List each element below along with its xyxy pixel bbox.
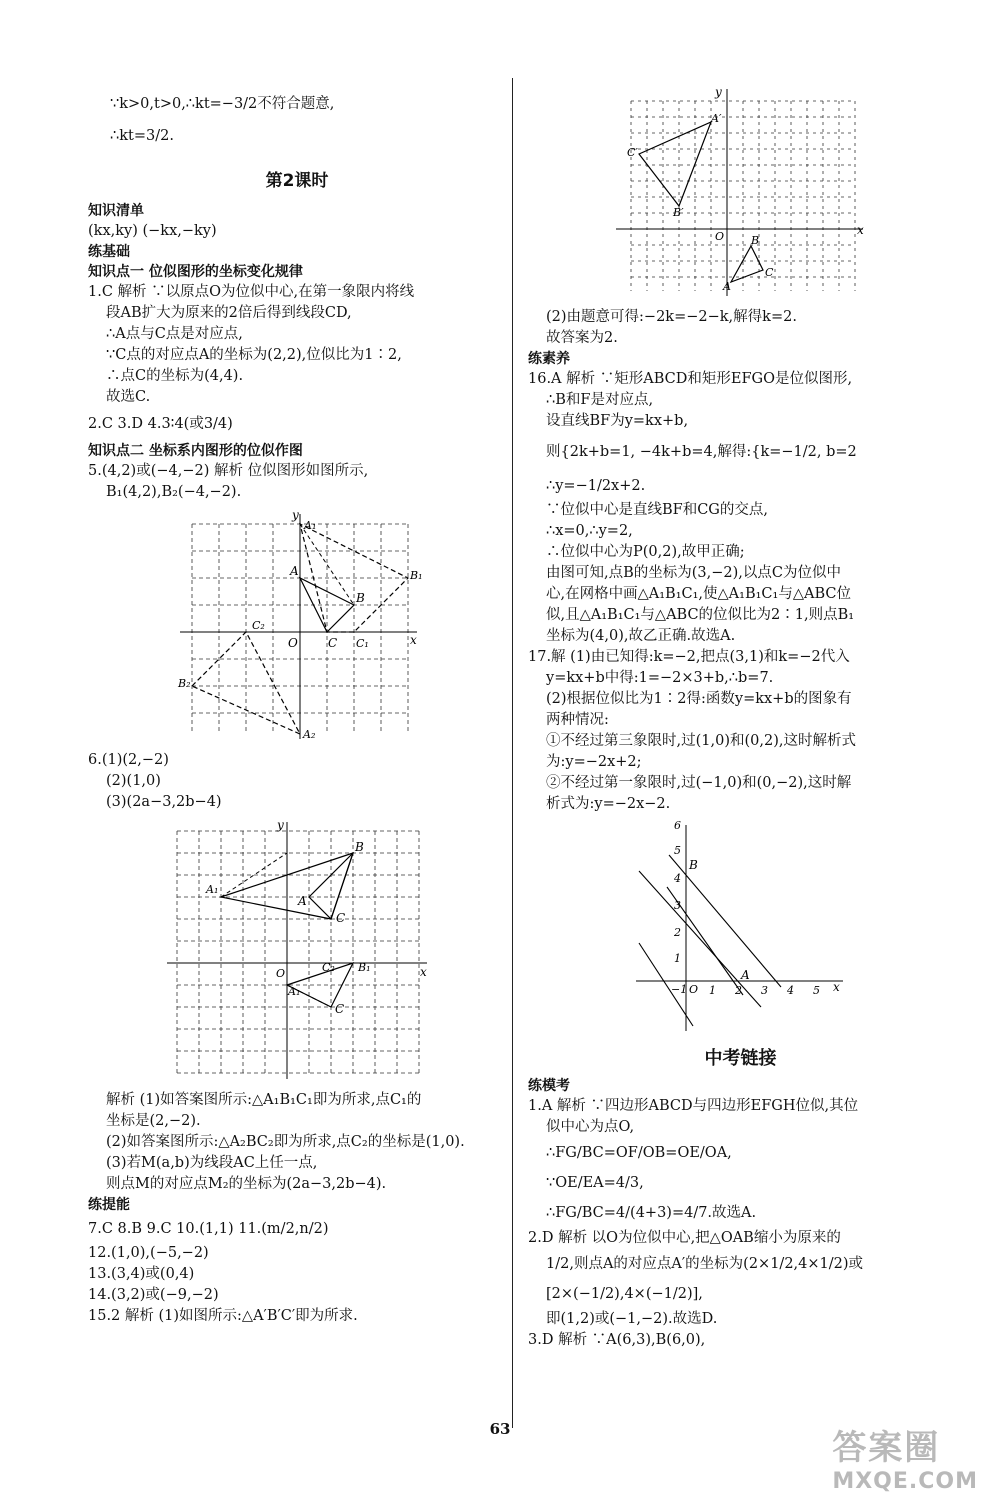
lesson-title: 第2课时	[265, 171, 329, 191]
svg-text:C: C	[336, 911, 346, 925]
q17-line: ①不经过第三象限时,过(1,0)和(0,2),这时解析式	[546, 733, 856, 749]
m2-line: 2.D 解析 以O为位似中心,把△OAB缩小为原来的	[528, 1230, 841, 1246]
m1-line: 1.A 解析 ∵四边形ABCD与四边形EFGH位似,其位	[528, 1098, 859, 1114]
m1-line: ∴FG/BC=4/(4+3)=4/7.故选A.	[546, 1205, 757, 1221]
svg-text:A₂: A₂	[303, 728, 316, 741]
q1-line: ∴A点与C点是对应点,	[106, 326, 243, 342]
q5-line: B₁(4,2),B₂(−4,−2).	[106, 484, 242, 500]
q17-line: 析式为:y=−2x−2.	[546, 796, 671, 812]
svg-text:A′: A′	[710, 112, 721, 125]
svg-text:5: 5	[812, 984, 820, 997]
q12: 12.(1,0),(−5,−2)	[88, 1245, 209, 1261]
svg-text:y: y	[292, 509, 299, 522]
m3-line: 3.D 解析 ∵A(6,3),B(6,0),	[528, 1332, 706, 1348]
watermark	[832, 1420, 978, 1494]
q16-line: 16.A 解析 ∵矩形ABCD和矩形EFGO是位似图形,	[528, 371, 853, 387]
q17-line: (2)根据位似比为1∶2得:函数y=kx+b的图象有	[546, 691, 852, 707]
q1-line: 故选C.	[106, 389, 151, 405]
q16-line: ∴位似中心为P(0,2),故甲正确;	[546, 544, 745, 560]
section-lianmokao: 练模考	[528, 1078, 570, 1094]
q1-line: ∴点C的坐标为(4,4).	[106, 368, 244, 384]
column-divider	[512, 78, 513, 1428]
q17-line: y=kx+b中得:1=−2×3+b,∴b=7.	[546, 670, 774, 686]
svg-text:A: A	[722, 280, 731, 293]
section-liansuyang: 练素养	[528, 351, 570, 367]
m1-line: 似中心为点O,	[546, 1119, 635, 1135]
svg-text:x: x	[420, 965, 427, 979]
svg-text:C′: C′	[626, 146, 638, 159]
q16-line: ∵位似中心是直线BF和CG的交点,	[546, 502, 769, 518]
svg-text:B₂: B₂	[178, 677, 191, 690]
svg-text:2: 2	[734, 984, 742, 997]
q15: 15.2 解析 (1)如图所示:△A′B′C′即为所求.	[88, 1308, 358, 1324]
section-liantineng: 练提能	[88, 1197, 130, 1213]
svg-text:−1: −1	[670, 983, 687, 996]
q2-4: 2.C 3.D 4.3∶4(或3/4)	[88, 416, 233, 432]
q6-jiexi: 则点M的对应点M₂的坐标为(2a−3,2b−4).	[106, 1176, 387, 1192]
q13: 13.(3,4)或(0,4)	[88, 1266, 195, 1282]
svg-text:A₁: A₁	[288, 985, 301, 998]
m2-line: [2×(−1/2),4×(−1/2)],	[546, 1286, 703, 1302]
q6-jiexi: (2)如答案图所示:△A₂BC₂即为所求,点C₂的坐标是(1,0).	[106, 1134, 465, 1150]
q16-line: ∴x=0,∴y=2,	[546, 523, 633, 539]
svg-text:A: A	[290, 564, 299, 578]
q14: 14.(3,2)或(−9,−2)	[88, 1287, 219, 1303]
q6-line: 6.(1)(2,−2)	[88, 752, 169, 768]
zhongkao-title: 中考链接	[704, 1048, 777, 1069]
q16-line: 坐标为(4,0),故乙正确.故选A.	[546, 628, 736, 644]
q17-line: ②不经过第一象限时,过(−1,0)和(0,−2),这时解	[546, 775, 852, 791]
section-zhishi: 知识清单	[88, 203, 144, 219]
m2-line: 1/2,则点A的对应点A′的坐标为(2×1/2,4×1/2)或	[546, 1256, 864, 1272]
q15-cont: 故答案为2.	[546, 330, 618, 346]
svg-text:B: B	[750, 234, 759, 247]
q16-line: 则{2k+b=1, −4k+b=4,解得:{k=−1/2, b=2	[546, 444, 857, 460]
q16-line: 心,在网格中画△A₁B₁C₁,使△A₁B₁C₁与△ABC位	[546, 586, 851, 602]
svg-text:3: 3	[760, 984, 768, 997]
m1-line: ∵OE/EA=4/3,	[546, 1175, 644, 1191]
svg-text:B₁: B₁	[410, 569, 422, 582]
page-number: 63	[489, 1420, 511, 1438]
svg-text:4: 4	[786, 984, 794, 997]
svg-text:B: B	[356, 591, 365, 605]
svg-text:O: O	[276, 967, 286, 980]
zhishi-line: (kx,ky) (−kx,−ky)	[88, 223, 217, 239]
svg-text:O: O	[688, 983, 698, 996]
top-line-2: ∴kt=3/2.	[110, 128, 174, 144]
svg-text:y: y	[714, 86, 722, 99]
q16-line: 似,且△A₁B₁C₁与△ABC的位似比为2∶1,则点B₁	[546, 607, 855, 623]
svg-text:O: O	[288, 636, 298, 650]
figure-q15	[611, 86, 871, 301]
svg-text:B: B	[688, 858, 698, 872]
q17-line: 17.解 (1)由已知得:k=−2,把点(3,1)和k=−2代入	[528, 649, 850, 665]
kp1-title: 知识点一 位似图形的坐标变化规律	[88, 264, 303, 280]
q6-line: (3)(2a−3,2b−4)	[106, 794, 222, 810]
q17-line: 两种情况:	[546, 712, 609, 728]
svg-text:C: C	[335, 1002, 345, 1016]
svg-text:x: x	[856, 223, 864, 237]
figure-q5	[172, 509, 422, 744]
svg-text:A: A	[298, 894, 307, 908]
svg-text:1: 1	[673, 952, 681, 965]
q1-line: ∵C点的对应点A的坐标为(2,2),位似比为1∶2,	[106, 347, 402, 363]
figure-q6	[162, 819, 432, 1084]
svg-text:y: y	[277, 819, 284, 832]
kp2-title: 知识点二 坐标系内图形的位似作图	[88, 443, 303, 459]
svg-text:x: x	[410, 633, 417, 647]
svg-text:C: C	[328, 636, 338, 650]
svg-text:4: 4	[673, 872, 681, 885]
watermark-url: MXQE.COM	[832, 1469, 978, 1494]
svg-text:A: A	[740, 968, 750, 982]
q6-jiexi: 坐标是(2,−2).	[106, 1113, 201, 1129]
q6-jiexi: (3)若M(a,b)为线段AC上任一点,	[106, 1155, 318, 1171]
m1-line: ∴FG/BC=OF/OB=OE/OA,	[546, 1145, 732, 1161]
left-column	[88, 80, 506, 1327]
svg-text:C₂: C₂	[252, 619, 265, 632]
q16-line: ∴y=−1/2x+2.	[546, 478, 646, 494]
q16-line: ∴B和F是对应点,	[546, 392, 654, 408]
svg-text:B₁: B₁	[358, 961, 371, 974]
svg-text:A₁: A₁	[304, 519, 317, 532]
q1-line: 段AB扩大为原来的2倍后得到线段CD,	[106, 305, 352, 321]
svg-text:1: 1	[708, 984, 716, 997]
svg-text:A₁: A₁	[206, 883, 219, 896]
section-lianjichu: 练基础	[88, 244, 130, 260]
q7-11: 7.C 8.B 9.C 10.(1,1) 11.(m/2,n/2)	[88, 1221, 329, 1237]
q5-line: 5.(4,2)或(−4,−2) 解析 位似图形如图所示,	[88, 463, 369, 479]
q17-line: 为:y=−2x+2;	[546, 754, 642, 770]
svg-text:C₂: C₂	[322, 961, 335, 974]
q15-cont: (2)由题意可得:−2k=−2−k,解得k=2.	[546, 309, 797, 325]
q6-jiexi: 解析 (1)如答案图所示:△A₁B₁C₁即为所求,点C₁的	[106, 1092, 422, 1108]
m2-line: 即(1,2)或(−1,−2).故选D.	[546, 1311, 718, 1327]
svg-text:B′: B′	[672, 206, 684, 219]
right-column	[528, 80, 953, 1351]
svg-text:2: 2	[673, 926, 681, 939]
q16-line: 设直线BF为y=kx+b,	[546, 413, 689, 429]
svg-text:3: 3	[673, 899, 681, 912]
q6-line: (2)(1,0)	[106, 773, 161, 789]
svg-text:5: 5	[673, 844, 681, 857]
q1-line: 1.C 解析 ∵以原点O为位似中心,在第一象限内将线	[88, 284, 415, 300]
watermark-logo: 答案圈	[832, 1428, 941, 1468]
q16-line: 由图可知,点B的坐标为(3,−2),以点C为位似中	[546, 565, 841, 581]
svg-text:6: 6	[673, 821, 681, 832]
figure-q17	[631, 821, 851, 1036]
svg-text:B: B	[355, 840, 364, 854]
svg-text:C: C	[764, 266, 773, 279]
top-line-1: ∵k>0,t>0,∴kt=−3/2不符合题意,	[110, 96, 335, 112]
svg-text:C₁: C₁	[356, 637, 369, 650]
svg-text:O: O	[714, 230, 724, 243]
svg-text:x: x	[832, 980, 840, 994]
